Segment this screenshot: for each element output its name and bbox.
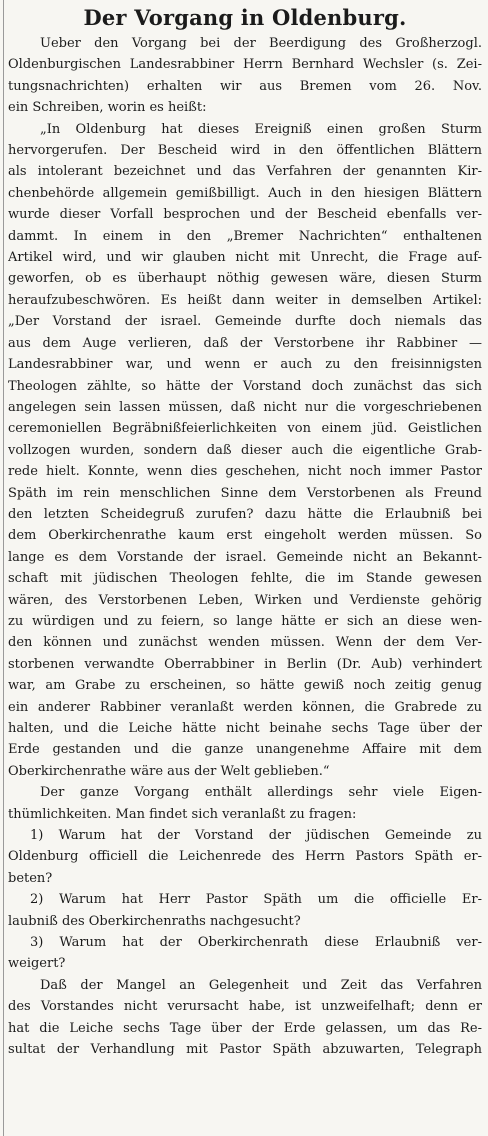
text-line: als intolerant bezeichnet und das Verfahren der genannten Kir- xyxy=(8,164,482,180)
text-line: rede hielt. Konnte, wenn dies geschehen, nicht noch immer Pastor xyxy=(8,464,482,480)
text-line: chenbehörde allgemein gemißbilligt. Auch in den hiesigen Blättern xyxy=(8,185,482,201)
text-line: lange es dem Vorstande der israel. Gemeinde nicht an Bekannt- xyxy=(8,549,482,565)
text-line: angelegen sein lassen müssen, daß nicht nur die vorgeschriebenen xyxy=(8,399,482,415)
text-line: 1) Warum hat der Vorstand der jüdischen Gemeinde zu xyxy=(30,828,482,844)
text-line: aus dem Auge verlieren, daß der Verstorbene ihr Rabbiner — xyxy=(8,335,482,351)
text-line: Landesrabbiner war, und wenn er auch zu den freisinnigsten xyxy=(8,357,482,373)
text-line: ein anderer Rabbiner veranlaßt werden können, die Grabrede zu xyxy=(8,699,482,715)
text-line: beten? xyxy=(8,870,53,886)
column-rule xyxy=(3,0,4,1136)
text-line: den letzten Scheidegruß zurufen? dazu hätte die Erlaubniß bei xyxy=(8,506,482,522)
text-line: dem Oberkirchenrathe kaum erst eingeholt werden müssen. So xyxy=(8,528,482,544)
text-line: schaft mit jüdischen Theologen fehlte, die im Stande gewesen xyxy=(8,571,482,587)
text-line: „In Oldenburg hat dieses Ereigniß einen großen Sturm xyxy=(40,121,482,137)
text-line: heraufzubeschwören. Es heißt dann weiter in demselben Artikel: xyxy=(8,292,482,308)
text-line: Theologen zählte, so hätte der Vorstand doch zunächst das sich xyxy=(8,378,482,394)
text-line: Oldenburg officiell die Leichenrede des Herrn Pastors Späth er- xyxy=(8,849,482,865)
text-line: Oldenburgischen Landesrabbiner Herrn Bernhard Wechsler (s. Zei- xyxy=(8,57,482,73)
text-line: tungsnachrichten) erhalten wir aus Bremen vom 26. Nov. xyxy=(8,78,482,94)
text-line: thümlichkeiten. Man findet sich veranlaßt zu fragen: xyxy=(8,806,357,822)
text-line: Artikel wird, und wir glauben nicht mit Unrecht, die Frage auf- xyxy=(8,250,482,266)
text-line: hervorgerufen. Der Bescheid wird in den öffentlichen Blättern xyxy=(8,143,482,159)
text-line: weigert? xyxy=(8,956,66,972)
text-line: Späth im rein menschlichen Sinne dem Verstorbenen als Freund xyxy=(8,485,482,501)
article-headline: Der Vorgang in Oldenburg. xyxy=(83,5,407,30)
text-line: 2) Warum hat Herr Pastor Späth um die officielle Er- xyxy=(30,892,482,908)
article-body xyxy=(8,33,482,1061)
text-line: wären, des Verstorbenen Leben, Wirken und Verdienste gehörig xyxy=(8,592,482,608)
text-line: ein Schreiben, worin es heißt: xyxy=(8,100,207,116)
text-line: Erde gestanden und die ganze unangenehme Affaire mit dem xyxy=(8,742,482,758)
text-line: Oberkirchenrathe wäre aus der Welt geblieben.“ xyxy=(8,763,330,779)
text-line: storbenen verwandte Oberrabbiner in Berlin (Dr. Aub) verhindert xyxy=(8,656,482,672)
text-line: laubniß des Oberkirchenraths nachgesucht? xyxy=(8,913,301,929)
text-line: vollzogen wurden, sondern daß dieser auch die eigentliche Grab- xyxy=(8,442,482,458)
text-line: Ueber den Vorgang bei der Beerdigung des Großherzogl. xyxy=(40,36,482,51)
text-line: Daß der Mangel an Gelegenheit und Zeit das Verfahren xyxy=(40,977,482,993)
text-line: halten, und die Leiche hätte nicht beinahe sechs Tage über der xyxy=(8,721,482,736)
text-line: des Vorstandes nicht verursacht habe, ist unzweifelhaft; denn er xyxy=(8,999,482,1015)
text-line: „Der Vorstand der israel. Gemeinde durfte doch niemals das xyxy=(8,314,482,330)
text-line: zu würdigen und zu feiern, so lange hätte er sich an diese wen- xyxy=(8,613,482,629)
text-line: hat die Leiche sechs Tage über der Erde gelassen, um das Re- xyxy=(8,1020,482,1036)
newspaper-column xyxy=(8,0,482,1136)
text-line: geworfen, ob es überhaupt nöthig gewesen wäre, diesen Sturm xyxy=(8,271,482,287)
text-line: sultat der Verhandlung mit Pastor Späth abzuwarten, Telegraph xyxy=(8,1042,482,1058)
text-line: war, am Grabe zu erscheinen, so hätte gewiß noch zeitig genug xyxy=(8,678,482,694)
text-line: den können und zunächst wenden müssen. Wenn der dem Ver- xyxy=(8,635,482,651)
text-line: Der ganze Vorgang enthält allerdings sehr viele Eigen- xyxy=(40,785,482,801)
text-line: 3) Warum hat der Oberkirchenrath diese Erlaubniß ver- xyxy=(30,935,482,951)
text-line: dammt. In einem in den „Bremer Nachrichten“ enthaltenen xyxy=(8,228,482,244)
text-line: ceremoniellen Begräbnißfeierlichkeiten von einem jüd. Geistlichen xyxy=(8,421,482,437)
text-line: wurde dieser Vorfall besprochen und der Bescheid ebenfalls ver- xyxy=(8,207,482,223)
